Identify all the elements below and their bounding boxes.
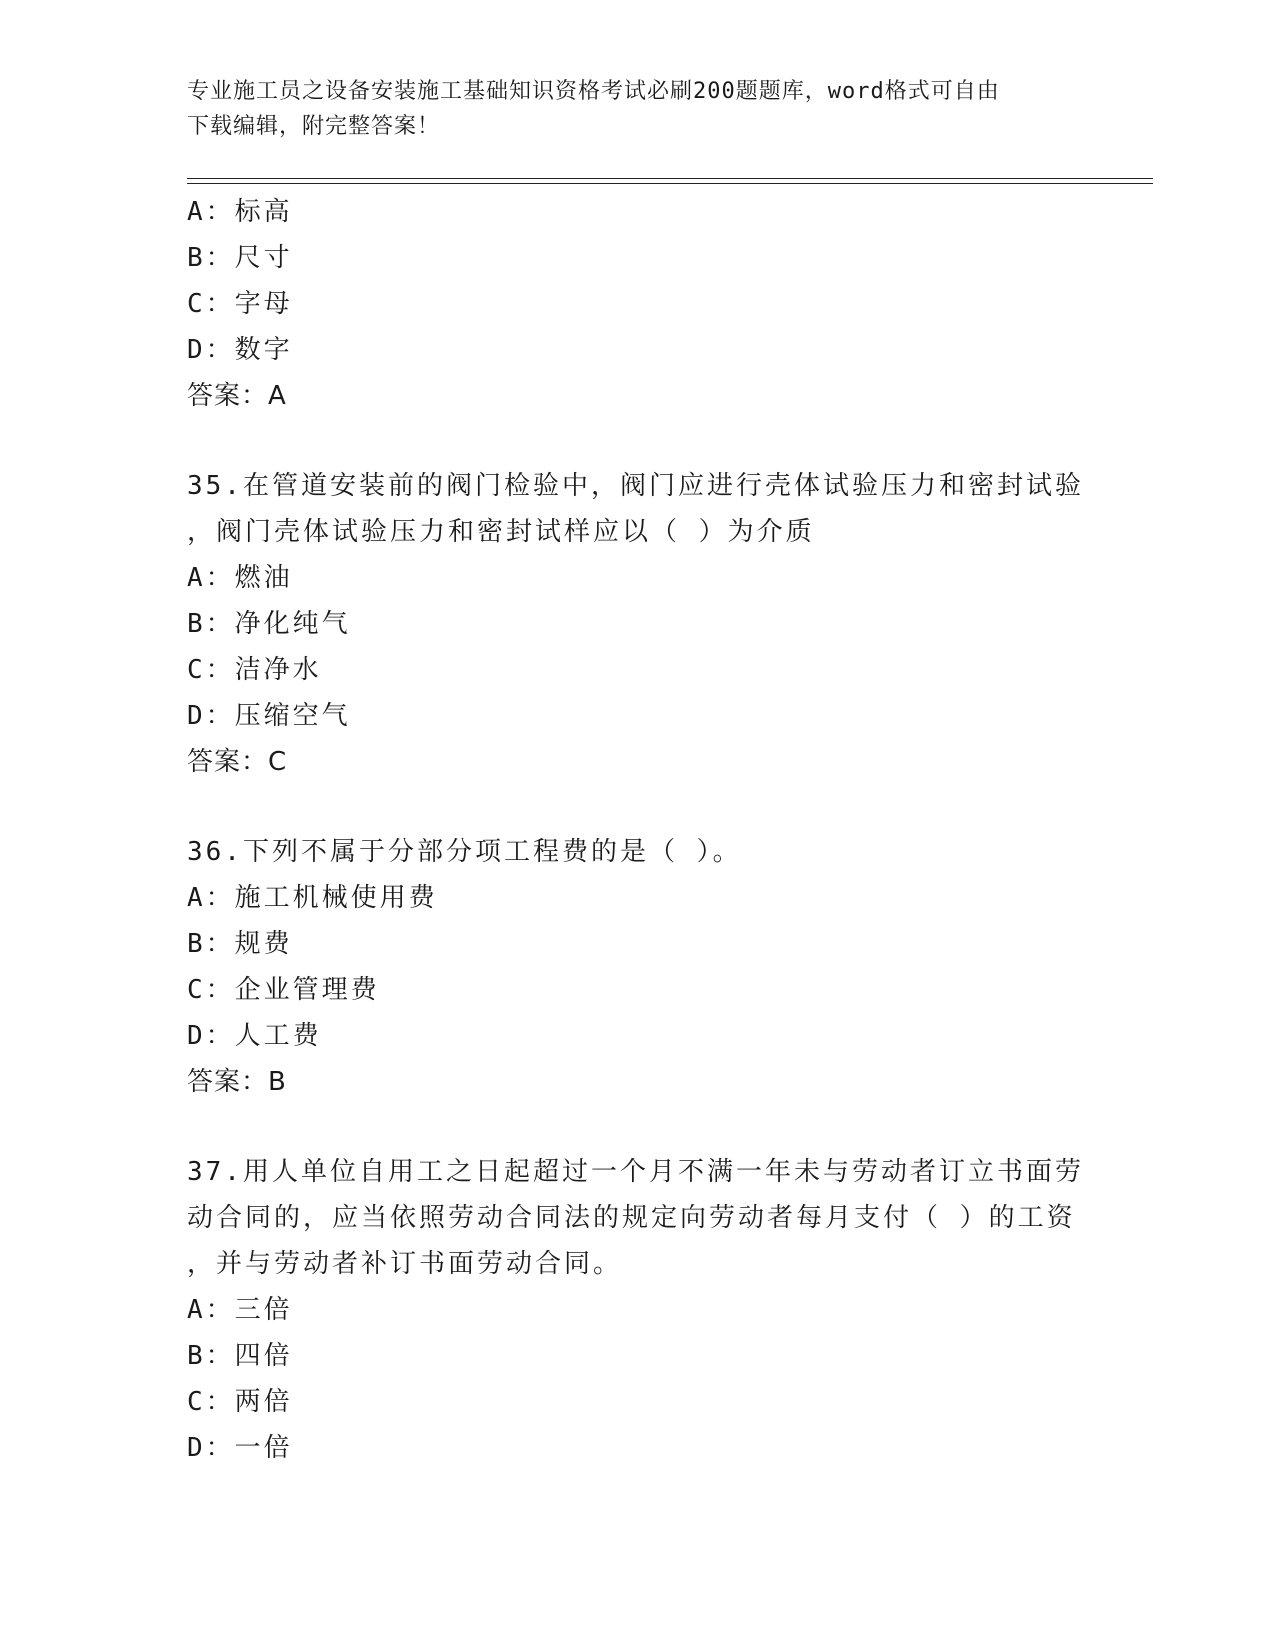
option-c: C：企业管理费 [187, 975, 380, 1005]
header-line-1: 专业施工员之设备安装施工基础知识资格考试必刷200题题库，word格式可自由 [187, 79, 1000, 104]
answer-line: 答案：C [187, 747, 288, 777]
question-37 [187, 1149, 1087, 1471]
answer-line: 答案：A [187, 381, 287, 411]
option-c: C：洁净水 [187, 655, 322, 685]
option-c: C：两倍 [187, 1387, 293, 1417]
answer-line: 答案：B [187, 1067, 287, 1097]
header-divider-top [187, 178, 1153, 179]
option-a: A：燃油 [187, 563, 293, 593]
question-list [187, 189, 1087, 1471]
option-b: B：规费 [187, 929, 293, 959]
question-text-line: 35.在管道安装前的阀门检验中，阀门应进行壳体试验压力和密封试验 [187, 471, 1084, 501]
option-a: A：三倍 [187, 1295, 293, 1325]
question-34-continued [187, 189, 1087, 419]
option-d: D：人工费 [187, 1021, 322, 1051]
question-text-line: ，并与劳动者补订书面劳动合同。 [187, 1249, 623, 1279]
document-header [187, 74, 1067, 144]
question-text-line: 动合同的，应当依照劳动合同法的规定向劳动者每月支付（ ）的工资 [187, 1203, 1076, 1233]
header-divider-bottom [187, 183, 1153, 184]
option-a: A：施工机械使用费 [187, 883, 438, 913]
question-35 [187, 463, 1087, 785]
option-d: D：压缩空气 [187, 701, 351, 731]
question-text-line: 37.用人单位自用工之日起超过一个月不满一年未与劳动者订立书面劳 [187, 1157, 1084, 1187]
question-text-line: ，阀门壳体试验压力和密封试样应以（ ）为介质 [187, 517, 815, 547]
question-text-line: 36.下列不属于分部分项工程费的是（ ）。 [187, 837, 742, 867]
question-36 [187, 829, 1087, 1105]
option-b: B：尺寸 [187, 243, 293, 273]
option-b: B：四倍 [187, 1341, 293, 1371]
header-line-2: 下载编辑，附完整答案！ [187, 114, 441, 139]
option-d: D：数字 [187, 335, 293, 365]
option-a: A：标高 [187, 197, 293, 227]
option-c: C：字母 [187, 289, 293, 319]
option-d: D：一倍 [187, 1433, 293, 1463]
option-b: B：净化纯气 [187, 609, 351, 639]
